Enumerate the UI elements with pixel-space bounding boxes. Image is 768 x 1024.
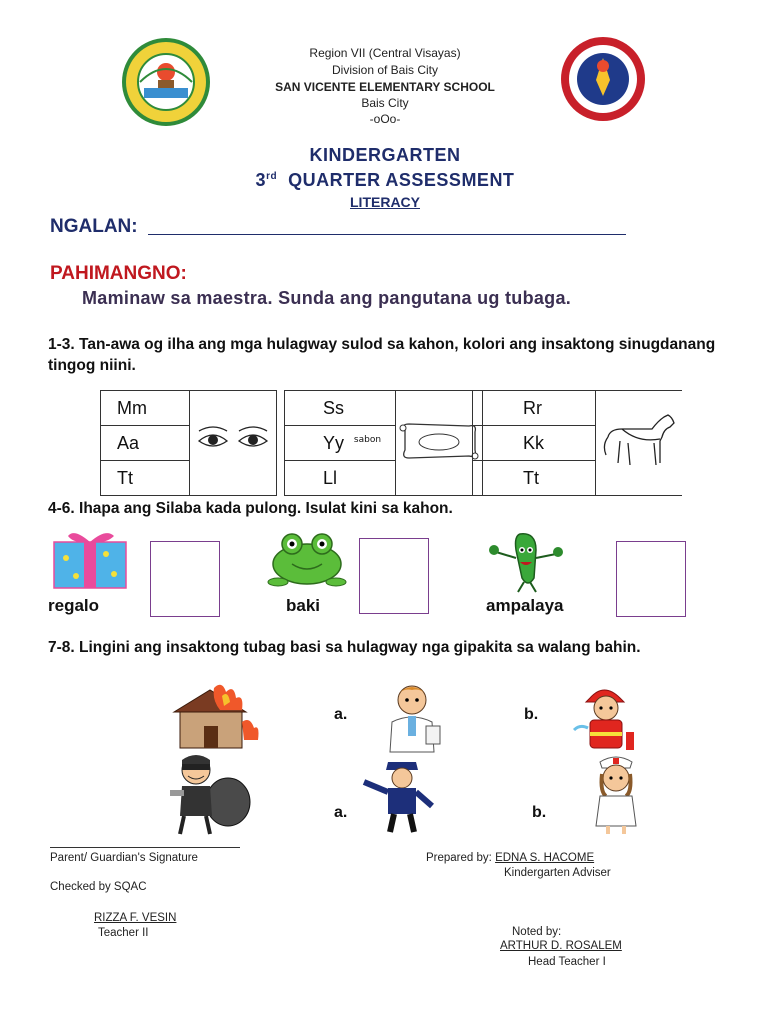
thief-icon bbox=[166, 752, 254, 841]
frog-icon bbox=[266, 528, 348, 593]
noted-by-title: Head Teacher I bbox=[528, 956, 606, 968]
letter-option[interactable]: Aa bbox=[101, 426, 190, 461]
policeman-icon[interactable] bbox=[358, 752, 444, 839]
left-seal-logo bbox=[120, 36, 212, 128]
division-text: Division of Bais City bbox=[331, 63, 439, 77]
noted-by-label: Noted by: bbox=[512, 926, 562, 938]
right-seal-logo bbox=[560, 36, 646, 122]
question-1-3: 1-3. Tan-awa og ilha ang mga hulagway sulod sa kahon, kolori ang insaktong sinugdanang tingog niini. bbox=[48, 336, 716, 374]
letter-option[interactable]: Tt bbox=[101, 461, 190, 496]
question-4-6: 4-6. Ihapa ang Silaba kada pulong. Isulat kini sa kahon. bbox=[48, 500, 453, 517]
option-a[interactable]: a. bbox=[334, 706, 348, 723]
word-regalo: regalo bbox=[48, 596, 100, 615]
quarter-rest: QUARTER ASSESSMENT bbox=[288, 170, 515, 190]
soap-icon bbox=[397, 418, 481, 464]
letter-table-3 bbox=[472, 390, 682, 496]
school-name: SAN VICENTE ELEMENTARY SCHOOL bbox=[275, 80, 495, 94]
syllable-answer-box[interactable] bbox=[616, 541, 686, 617]
letter-option[interactable]: Kk bbox=[473, 426, 596, 461]
checker-title: Teacher II bbox=[98, 927, 149, 939]
quarter-suffix: rd bbox=[266, 171, 278, 182]
nurse-icon[interactable] bbox=[586, 752, 648, 839]
doctor-icon[interactable] bbox=[380, 682, 448, 759]
noted-by-name: ARTHUR D. ROSALEM bbox=[500, 940, 622, 952]
letter-table-2 bbox=[284, 390, 483, 496]
firefighter-icon[interactable] bbox=[570, 682, 646, 759]
prepared-by-name: EDNA S. HACOME bbox=[495, 852, 595, 864]
gift-icon bbox=[44, 528, 136, 595]
grade-title: KINDERGARTEN bbox=[309, 145, 461, 165]
letter-option[interactable]: Yy bbox=[285, 426, 396, 461]
word-baki: baki bbox=[286, 596, 321, 615]
letter-option[interactable]: Ss bbox=[285, 391, 396, 426]
quarter-number: 3 bbox=[255, 170, 267, 190]
prepared-by-label: Prepared by: bbox=[426, 852, 492, 864]
letter-option[interactable]: Rr bbox=[473, 391, 596, 426]
picture-cell bbox=[596, 391, 683, 496]
question-7-8: 7-8. Lingini ang insaktong tubag basi sa hulagway nga gipakita sa walang bahin. bbox=[48, 639, 641, 656]
prepared-by-title: Kindergarten Adviser bbox=[504, 867, 611, 879]
separator-text: -oOo- bbox=[369, 112, 401, 126]
option-b[interactable]: b. bbox=[524, 706, 539, 723]
syllable-answer-box[interactable] bbox=[359, 538, 429, 614]
directions-label: PAHIMANGNO: bbox=[50, 263, 187, 284]
region-text: Region VII (Central Visayas) bbox=[309, 46, 461, 60]
option-a[interactable]: a. bbox=[334, 804, 348, 821]
syllable-answer-box[interactable] bbox=[150, 541, 220, 617]
option-b[interactable]: b. bbox=[532, 804, 547, 821]
checker-name: RIZZA F. VESIN bbox=[94, 912, 177, 924]
subject-title: LITERACY bbox=[350, 194, 420, 210]
word-ampalaya: ampalaya bbox=[486, 596, 564, 615]
burning-house-icon bbox=[164, 682, 264, 755]
checked-by-label: Checked by SQAC bbox=[50, 881, 147, 893]
picture-cell bbox=[353, 391, 483, 496]
city-text: Bais City bbox=[361, 96, 409, 110]
signature-line[interactable] bbox=[50, 847, 240, 848]
directions-text: Maminaw sa maestra. Sunda ang pangutana ug tubaga. bbox=[82, 288, 572, 308]
bitter-gourd-icon bbox=[484, 528, 568, 599]
parent-signature-label: Parent/ Guardian's Signature bbox=[50, 852, 198, 864]
soap-label: sabon bbox=[353, 434, 382, 445]
letter-option[interactable]: Mm bbox=[101, 391, 190, 426]
letter-option[interactable]: Tt bbox=[473, 461, 596, 496]
picture-cell bbox=[190, 391, 277, 496]
horse-icon bbox=[598, 411, 680, 471]
letter-option[interactable]: Ll bbox=[285, 461, 396, 496]
name-label: NGALAN: bbox=[50, 216, 138, 237]
letter-table-1 bbox=[100, 390, 277, 496]
quarter-title bbox=[200, 170, 570, 191]
name-field-line[interactable] bbox=[148, 234, 626, 235]
prepared-by bbox=[426, 852, 594, 864]
eyes-icon bbox=[193, 421, 273, 461]
